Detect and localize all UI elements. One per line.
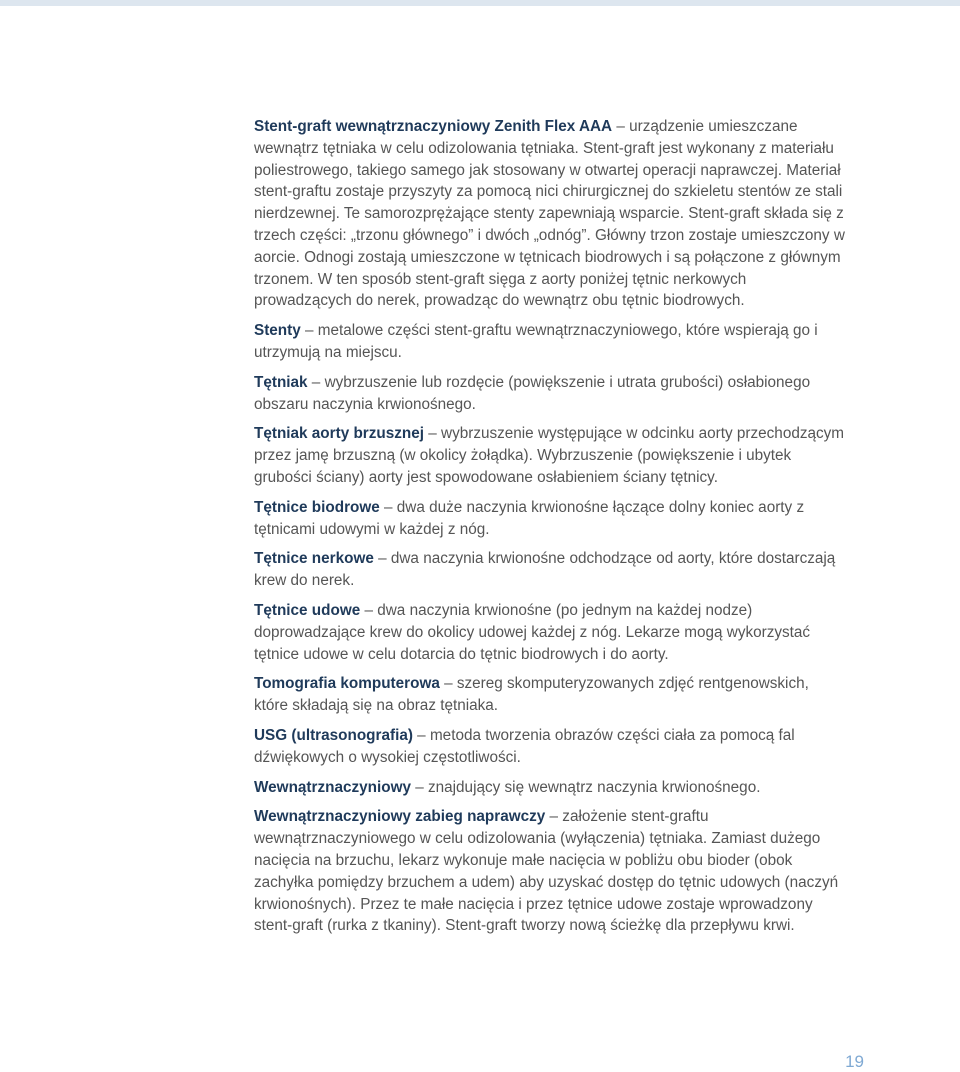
glossary-entry (254, 600, 846, 665)
glossary-entry (254, 116, 846, 312)
glossary-definition: – urządzenie umieszczane wewnątrz tętniaka w celu odizolowania tętniaka. Stent-graft jest wykonany z materiału poliestrowego, takiego samego jak stosowany w otwartej operacji naprawczej. Materiał stent-graftu zostaje przyszyty za pomocą nici chirurgicznej do szkieletu stentów ze stali nierdzewnej. Te samorozprężające stenty zapewniają wsparcie. Stent-graft składa się z trzech części: „trzonu głównego” i dwóch „odnóg”. Główny trzon zostaje umieszczony w aorcie. Odnogi zostają umieszczone w tętnicach biodrowych i są połączone z głównym trzonem. W ten sposób stent-graft sięga z aorty poniżej tętnic nerkowych prowadzących do nerek, prowadząc do wewnątrz obu tętnic biodrowych. (254, 118, 845, 310)
glossary-definition: – szereg skomputeryzowanych zdjęć rentgenowskich, które składają się na obraz tętniaka. (254, 675, 809, 715)
glossary-definition: – dwa duże naczynia krwionośne łączące dolny koniec aorty z tętnicami udowymi w każdej z nóg. (254, 498, 805, 538)
glossary-entry (254, 320, 846, 364)
glossary-definition: – wybrzuszenie lub rozdęcie (powiększenie i utrata grubości) osłabionego obszaru naczynia krwionośnego. (254, 373, 811, 413)
glossary-entry (254, 497, 846, 541)
glossary-definition: – dwa naczynia krwionośne odchodzące od aorty, które dostarczają krew do nerek. (254, 550, 836, 590)
glossary-term: Tętniak (254, 373, 308, 391)
glossary-entry (254, 423, 846, 488)
glossary-entry (254, 372, 846, 416)
glossary-entry (254, 725, 846, 769)
glossary-definition: – metalowe części stent-graftu wewnątrznaczyniowego, które wspierają go i utrzymują na miejscu. (254, 322, 818, 361)
glossary-term: Wewnątrznaczyniowy zabieg naprawczy (254, 808, 546, 826)
glossary-term: USG (ultrasonografia) (254, 726, 413, 744)
glossary-entry (254, 673, 846, 717)
glossary-term: Wewnątrznaczyniowy (254, 778, 411, 796)
glossary-definition: – metoda tworzenia obrazów części ciała za pomocą fal dźwiękowych o wysokiej częstotliwości. (254, 726, 795, 766)
glossary-term: Tętnice nerkowe (254, 550, 374, 568)
glossary-term: Tętnice udowe (254, 601, 361, 619)
top-bar (0, 0, 960, 6)
glossary-definition: – założenie stent-graftu wewnątrznaczyniowego w celu odizolowania (wyłączenia) tętniaka. Zamiast dużego nacięcia na brzuchu, lekarz wykonuje małe nacięcia w pobliżu obu bioder (obok zachyłka pomiędzy brzuchem a udem) aby uzyskać dostęp do tętnic udowych (naczyń krwionośnych). Przez te małe nacięcia i przez tętnice udowe zostaje wprowadzony stent-graft (rurka z tkaniny). Stent-graft tworzy nową ścieżkę dla przepływu krwi. (254, 808, 839, 935)
glossary-entry (254, 548, 846, 592)
glossary-entry (254, 806, 846, 937)
glossary-term: Stenty (254, 322, 301, 340)
glossary-term: Tomografia komputerowa (254, 675, 440, 693)
glossary-definition: – dwa naczynia krwionośne (po jednym na każdej nodze) doprowadzające krew do okolicy udowej każdej z nóg. Lekarze mogą wykorzystać tętnice udowe w celu dotarcia do tętnic biodrowych i do aorty. (254, 601, 811, 663)
glossary-definition: – znajdujący się wewnątrz naczynia krwionośnego. (410, 778, 761, 796)
glossary-definition: – wybrzuszenie występujące w odcinku aorty przechodzącym przez jamę brzuszną (w okolicy żołądka). Wybrzuszenie (powiększenie i ubytek grubości ściany) aorty jest spowodowane osłabieniem ściany tętnicy. (254, 425, 845, 486)
glossary-term: Tętniak aorty brzusznej (254, 425, 425, 443)
glossary (254, 116, 846, 945)
glossary-term: Stent-graft wewnątrznaczyniowy Zenith Flex AAA (254, 118, 613, 135)
glossary-entry (254, 777, 846, 799)
page-number: 19 (845, 1052, 864, 1071)
glossary-term: Tętnice biodrowe (254, 498, 380, 516)
